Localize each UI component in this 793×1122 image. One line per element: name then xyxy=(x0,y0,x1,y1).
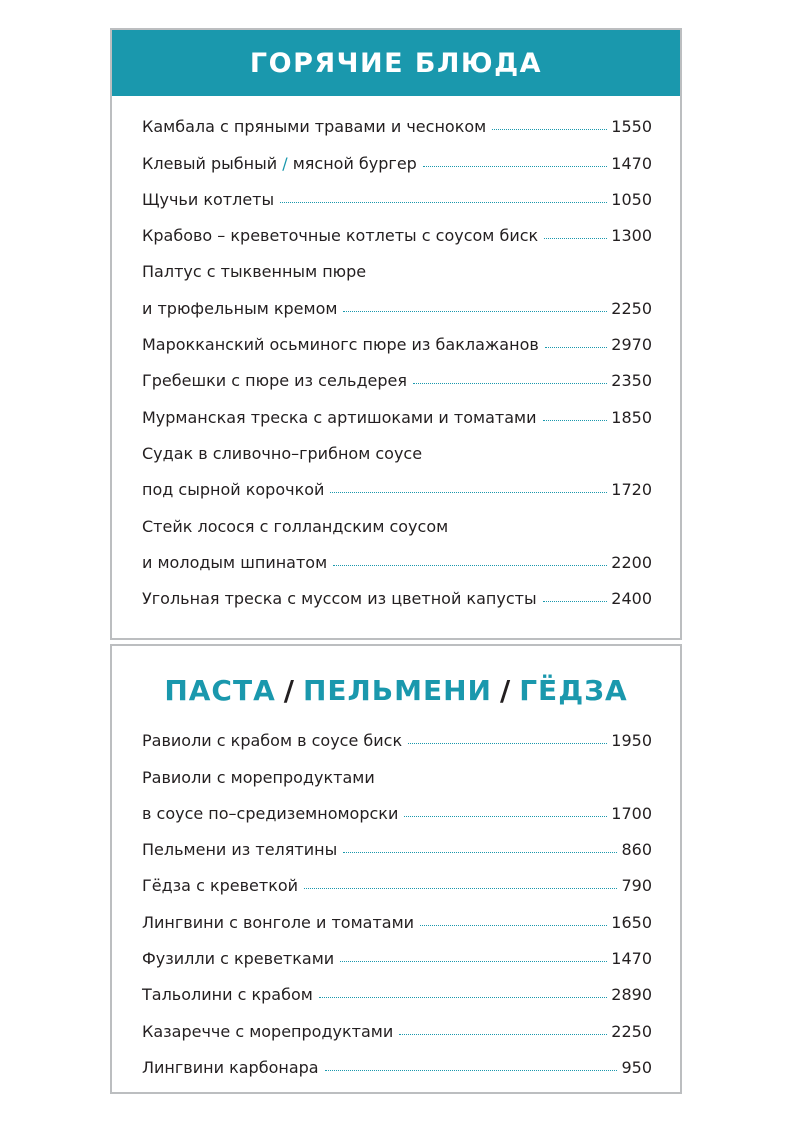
item-name: Казаречче с морепродуктами xyxy=(142,1021,394,1041)
item-name-part: мясной бургер xyxy=(292,153,417,173)
menu-item xyxy=(142,463,652,499)
menu-item xyxy=(142,859,652,895)
item-name-part: Клевый рыбный xyxy=(142,153,278,173)
menu-item xyxy=(142,572,652,608)
item-name: Мурманская треска с артишоками и томатами xyxy=(142,407,537,427)
item-price: 1720 xyxy=(611,480,652,500)
leader-dots xyxy=(343,852,617,853)
menu-item xyxy=(142,1041,652,1077)
menu-item xyxy=(142,895,652,931)
item-name: Судак в сливочно–грибном соусе xyxy=(142,443,423,463)
menu-item xyxy=(142,209,652,245)
pasta-list xyxy=(142,714,652,1077)
item-name: Марокканский осьминогс пюре из баклажанов xyxy=(142,335,539,355)
leader-dots xyxy=(330,492,607,493)
item-price: 790 xyxy=(621,876,652,896)
item-price: 2890 xyxy=(611,985,652,1005)
item-price: 2970 xyxy=(611,335,652,355)
menu-item xyxy=(142,245,652,281)
leader-dots xyxy=(343,311,607,312)
leader-dots xyxy=(404,816,607,817)
pasta-section xyxy=(110,644,682,1094)
item-price: 1650 xyxy=(611,912,652,932)
item-name: Фузилли с креветками xyxy=(142,949,335,969)
menu-item xyxy=(142,932,652,968)
menu-item xyxy=(142,536,652,572)
leader-dots xyxy=(280,202,607,203)
leader-dots xyxy=(492,129,607,130)
item-name: Равиоли с морепродуктами xyxy=(142,767,375,787)
leader-dots xyxy=(408,743,607,744)
menu-item xyxy=(142,173,652,209)
leader-dots xyxy=(544,238,607,239)
pasta-title-part: ГЁДЗА xyxy=(519,674,628,707)
item-price: 950 xyxy=(621,1057,652,1077)
item-price: 2350 xyxy=(611,371,652,391)
item-name: Лингвини с вонголе и томатами xyxy=(142,912,415,932)
item-price: 1470 xyxy=(611,153,652,173)
item-name: Лингвини карбонара xyxy=(142,1057,319,1077)
item-name: под сырной корочкой xyxy=(142,480,325,500)
leader-dots xyxy=(413,383,607,384)
pasta-title-part: ПЕЛЬМЕНИ xyxy=(302,674,492,707)
item-name xyxy=(142,154,417,173)
item-price: 1050 xyxy=(611,189,652,209)
leader-dots xyxy=(399,1034,607,1035)
item-name: Палтус с тыквенным пюре xyxy=(142,262,367,282)
menu-item xyxy=(142,281,652,317)
item-name: Равиоли с крабом в соусе биск xyxy=(142,731,403,751)
leader-dots xyxy=(420,925,607,926)
item-name: Угольная треска с муссом из цветной капусты xyxy=(142,589,537,609)
item-price: 860 xyxy=(621,840,652,860)
leader-dots xyxy=(545,347,607,348)
item-price: 1950 xyxy=(611,731,652,751)
item-name: Гребешки с пюре из сельдерея xyxy=(142,371,407,391)
item-price: 1700 xyxy=(611,803,652,823)
item-name: и молодым шпинатом xyxy=(142,552,328,572)
item-price: 2400 xyxy=(611,589,652,609)
item-price: 1470 xyxy=(611,949,652,969)
item-name: и трюфельным кремом xyxy=(142,298,338,318)
leader-dots xyxy=(333,565,607,566)
menu-item xyxy=(142,787,652,823)
item-name: Стейк лосося с голландским соусом xyxy=(142,516,449,536)
hot-dishes-list xyxy=(142,100,652,608)
leader-dots xyxy=(304,888,617,889)
leader-dots xyxy=(543,601,608,602)
item-price: 1850 xyxy=(611,407,652,427)
pasta-title xyxy=(112,674,680,714)
menu-item xyxy=(142,354,652,390)
leader-dots xyxy=(423,166,607,167)
menu-item xyxy=(142,1004,652,1040)
hot-dishes-title: ГОРЯЧИЕ БЛЮДА xyxy=(112,30,680,96)
item-price: 2250 xyxy=(611,298,652,318)
menu-item xyxy=(142,823,652,859)
title-separator: / xyxy=(283,674,295,707)
menu-item xyxy=(142,750,652,786)
title-separator: / xyxy=(499,674,512,707)
leader-dots xyxy=(543,420,608,421)
item-name: Тальолини с крабом xyxy=(142,985,313,1005)
menu-item xyxy=(142,390,652,426)
item-name: в соусе по–средиземноморски xyxy=(142,803,399,823)
menu-item xyxy=(142,136,652,172)
menu-item xyxy=(142,968,652,1004)
pasta-title-part: ПАСТА xyxy=(164,674,276,707)
item-price: 1550 xyxy=(611,117,652,137)
menu-item xyxy=(142,318,652,354)
item-name: Камбала с пряными травами и чесноком xyxy=(142,117,487,137)
leader-dots xyxy=(325,1070,618,1071)
leader-dots xyxy=(340,961,607,962)
item-price: 2200 xyxy=(611,552,652,572)
item-name: Гёдза с креветкой xyxy=(142,876,299,896)
item-name: Пельмени из телятины xyxy=(142,840,338,860)
slash-separator: / xyxy=(282,153,288,173)
item-price: 2250 xyxy=(611,1021,652,1041)
item-name: Крабово – креветочные котлеты с соусом биск xyxy=(142,226,539,246)
menu-item xyxy=(142,714,652,750)
menu-item xyxy=(142,427,652,463)
menu-item xyxy=(142,499,652,535)
leader-dots xyxy=(319,997,607,998)
item-name: Щучьи котлеты xyxy=(142,189,275,209)
menu-item xyxy=(142,100,652,136)
item-price: 1300 xyxy=(611,226,652,246)
hot-dishes-section xyxy=(110,28,682,640)
